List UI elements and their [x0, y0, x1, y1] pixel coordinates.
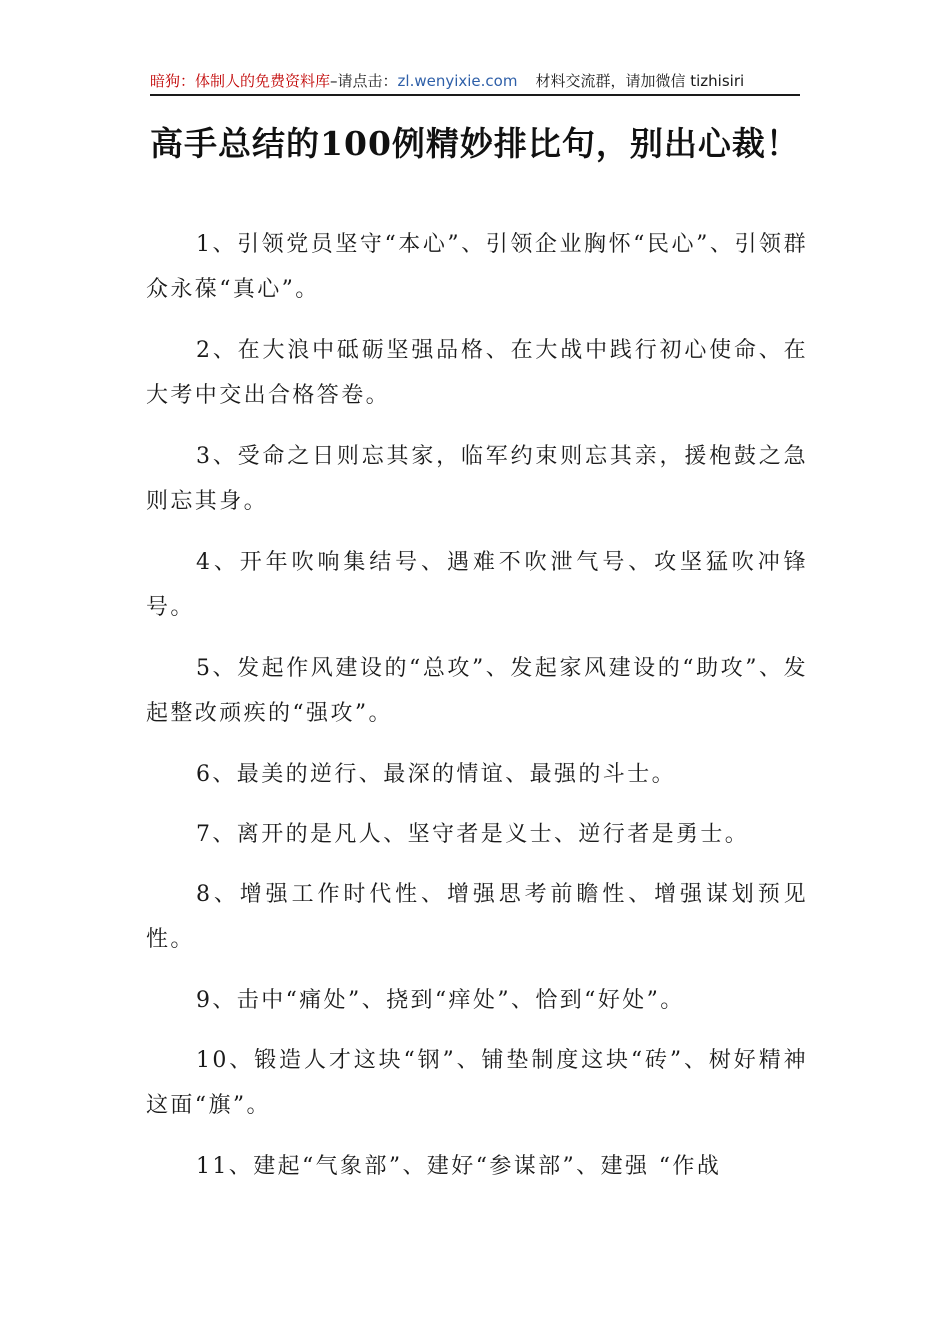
document-title: 高手总结的100例精妙排比句，别出心裁！: [150, 124, 800, 164]
header-prompt: –请点击：: [330, 72, 398, 90]
page-header: [150, 70, 800, 96]
list-item: 1、引领党员坚守“本心”、引领企业胸怀“民心”、引领群众永葆“真心”。: [146, 232, 808, 302]
list-item: 4、开年吹响集结号、遇难不吹泄气号、攻坚猛吹冲锋号。: [146, 550, 808, 620]
list-item: 3、受命之日则忘其家，临军约束则忘其亲，援枹鼓之急则忘其身。: [146, 444, 808, 514]
list-item: 9、击中“痛处”、挠到“痒处”、恰到“好处”。: [196, 988, 685, 1013]
list-item: 11、建起“气象部”、建好“参谋部”、建强 “作战: [196, 1154, 722, 1179]
list-item: 6、最美的逆行、最深的情谊、最强的斗士。: [196, 762, 676, 787]
document-body: [146, 222, 808, 1205]
header-source: 暗狗：体制人的免费资料库: [150, 72, 331, 90]
list-item: 5、发起作风建设的“总攻”、发起家风建设的“助攻”、发起整改顽疾的“强攻”。: [146, 656, 808, 726]
header-url-link[interactable]: zl.wenyixie.com: [397, 72, 518, 90]
list-item: 8、增强工作时代性、增强思考前瞻性、增强谋划预见性。: [146, 882, 808, 952]
list-item: 2、在大浪中砥砺坚强品格、在大战中践行初心使命、在大考中交出合格答卷。: [146, 338, 808, 408]
list-item: 10、锻造人才这块“钢”、铺垫制度这块“砖”、树好精神这面“旗”。: [146, 1048, 808, 1118]
list-item: 7、离开的是凡人、坚守者是义士、逆行者是勇士。: [196, 822, 750, 847]
header-note: 材料交流群，请加微信 tizhisiri: [535, 72, 745, 90]
